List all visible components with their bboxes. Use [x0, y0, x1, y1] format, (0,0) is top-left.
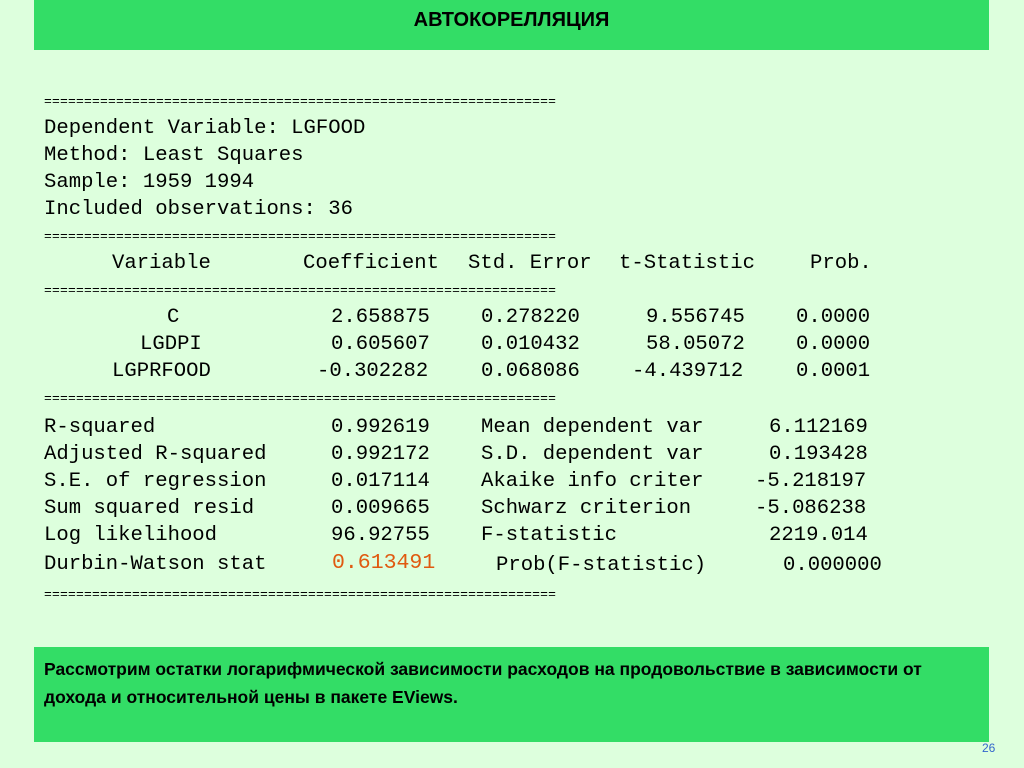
note-text: Рассмотрим остатки логарифмической зависимости расходов на продовольствие в зависимости от дохода и относительной цены в пакете EViews. — [44, 659, 922, 707]
stat-label: R-squared — [44, 416, 156, 439]
stat-label: Adjusted R-squared — [44, 443, 267, 466]
stat-value: 6.112169 — [769, 416, 868, 439]
row-coefficient: -0.302282 — [317, 360, 429, 383]
stat-value: 0.193428 — [769, 443, 868, 466]
stat-label: Mean dependent var — [481, 416, 704, 439]
column-header-t-statistic: t-Statistic — [619, 252, 755, 275]
method-line: Method: Least Squares — [44, 144, 304, 167]
stat-label: S.D. dependent var — [481, 443, 704, 466]
separator-line: ================================================================ — [44, 587, 557, 602]
row-variable: C — [167, 306, 180, 329]
stat-label: Sum squared resid — [44, 497, 255, 520]
stat-value: 0.992619 — [331, 416, 430, 439]
stat-label: Akaike info criter — [481, 470, 704, 493]
row-t-statistic: 9.556745 — [646, 306, 745, 329]
column-header-std-error: Std. Error — [468, 252, 592, 275]
stat-value: 0.992172 — [331, 443, 430, 466]
row-std-error: 0.010432 — [481, 333, 580, 356]
observations-line: Included observations: 36 — [44, 198, 353, 221]
separator-line: ================================================================ — [44, 283, 557, 298]
column-header-prob: Prob. — [810, 252, 872, 275]
stat-value: 0.017114 — [331, 470, 430, 493]
row-std-error: 0.278220 — [481, 306, 580, 329]
stat-label: F-statistic — [481, 524, 617, 547]
sample-line: Sample: 1959 1994 — [44, 171, 255, 194]
row-variable: LGPRFOOD — [112, 360, 211, 383]
stat-value: -5.218197 — [755, 470, 867, 493]
dependent-variable-line: Dependent Variable: LGFOOD — [44, 117, 366, 140]
row-prob: 0.0000 — [796, 306, 871, 329]
row-coefficient: 2.658875 — [331, 306, 430, 329]
slide-title-bar — [34, 0, 989, 50]
row-variable: LGDPI — [140, 333, 202, 356]
stat-label: Prob(F-statistic) — [496, 554, 707, 577]
stat-label: Schwarz criterion — [481, 497, 692, 520]
separator-line: ================================================================ — [44, 94, 557, 109]
column-header-coefficient: Coefficient — [303, 252, 439, 275]
row-t-statistic: 58.05072 — [646, 333, 745, 356]
stat-label: Log likelihood — [44, 524, 218, 547]
slide-title: АВТОКОРЕЛЛЯЦИЯ — [413, 8, 610, 31]
separator-line: ================================================================ — [44, 391, 557, 406]
row-prob: 0.0000 — [796, 333, 871, 356]
row-t-statistic: -4.439712 — [632, 360, 744, 383]
row-prob: 0.0001 — [796, 360, 871, 383]
separator-line: ================================================================ — [44, 229, 557, 244]
note-box — [34, 647, 989, 742]
row-std-error: 0.068086 — [481, 360, 580, 383]
stat-value: -5.086238 — [755, 497, 867, 520]
page-number: 26 — [982, 741, 996, 755]
row-coefficient: 0.605607 — [331, 333, 430, 356]
column-header-variable: Variable — [112, 252, 211, 275]
stat-value: 96.92755 — [331, 524, 430, 547]
durbin-watson-value: 0.613491 — [332, 551, 436, 575]
stat-value: 0.000000 — [783, 554, 882, 577]
stat-value: 0.009665 — [331, 497, 430, 520]
stat-value: 2219.014 — [769, 524, 868, 547]
stat-label: Durbin-Watson stat — [44, 553, 267, 576]
stat-label: S.E. of regression — [44, 470, 267, 493]
